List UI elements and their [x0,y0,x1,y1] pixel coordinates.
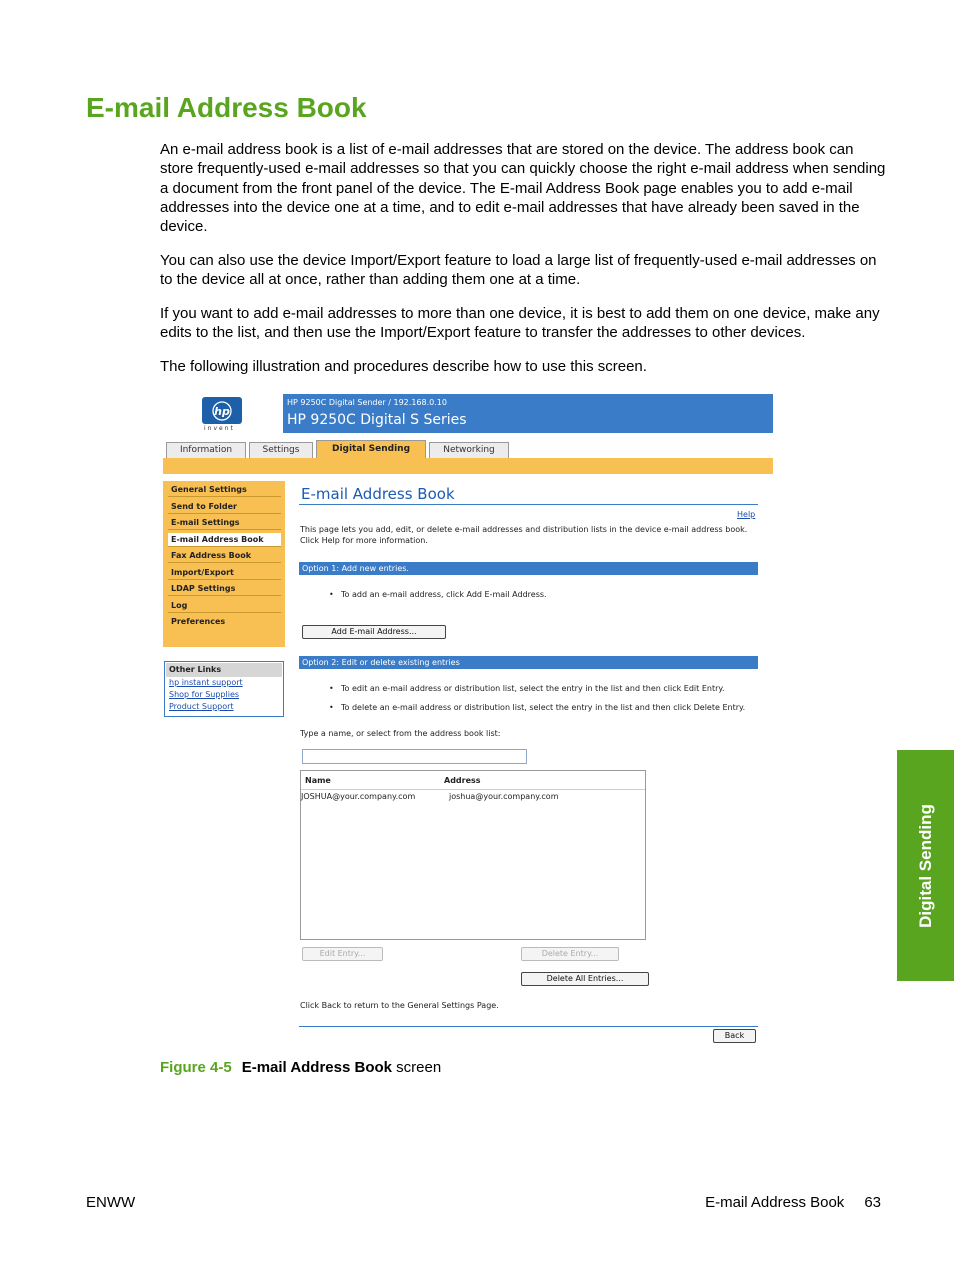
delete-entry-button[interactable]: Delete Entry... [521,947,619,961]
paragraph-4: The following illustration and procedures describe how to use this screen. [160,358,647,375]
page-number: 63 [864,1194,881,1211]
figure-title: E-mail Address Book [241,1059,393,1076]
screenshot-figure [160,392,776,1052]
nav-import-export[interactable]: Import/Export [168,566,281,580]
name-search-input[interactable] [302,749,527,764]
nav-preferences[interactable]: Preferences [171,617,226,626]
chapter-side-tab [897,750,954,981]
nav-general-settings[interactable]: General Settings [168,483,281,497]
intro-text-1: This page lets you add, edit, or delete e-mail addresses and distribution lists in the device e-mail address book. [300,525,748,534]
banner-device-name: HP 9250C Digital S Series [287,412,467,428]
figure-suffix: screen [392,1059,442,1076]
option1-header: Option 1: Add new entries. [299,562,758,575]
tab-networking[interactable]: Networking [429,442,509,458]
device-banner [283,394,773,433]
tab-information[interactable]: Information [166,442,246,458]
back-button[interactable]: Back [713,1029,756,1043]
tab-settings[interactable]: Settings [249,442,313,458]
bottom-divider [299,1026,758,1027]
address-list[interactable] [300,770,646,940]
edit-entry-button[interactable]: Edit Entry... [302,947,383,961]
nav-fax-address-book[interactable]: Fax Address Book [168,549,281,563]
footer-section-title: E-mail Address Book [705,1194,845,1211]
svg-text:hp: hp [214,404,230,418]
paragraph-2: You can also use the device Import/Export feature to load a large list of frequently-used e-mail addresses on to the device all at once, rather than adding them one at a time. [160,252,877,289]
left-nav [163,481,285,647]
figure-number: Figure 4-5 [160,1059,232,1076]
entry-address[interactable]: joshua@your.company.com [449,792,559,801]
title-divider [299,504,758,505]
delete-all-entries-button[interactable]: Delete All Entries... [521,972,649,986]
type-name-prompt: Type a name, or select from the address book list: [300,729,501,738]
footer-right [705,1194,881,1211]
column-address: Address [444,776,481,785]
nav-ldap-settings[interactable]: LDAP Settings [168,582,281,596]
nav-send-to-folder[interactable]: Send to Folder [168,500,281,514]
footer-left: ENWW [86,1194,136,1211]
list-header [301,771,645,790]
paragraph-1: An e-mail address book is a list of e-mail addresses that are stored on the device. The address book can store frequently-used e-mail addresses so that you can quickly choose the right e-mail address when sending a document from the front panel of the device. The E-mail Address Book page enables you to add e-mail addresses into the device one at a time, and to edit e-mail addresses that have already been saved in the device. [160,141,886,236]
page-title: E-mail Address Book [86,92,367,123]
logo-tagline: invent [204,425,235,432]
other-links-box [164,661,284,717]
side-tab-label: Digital Sending [915,803,935,928]
content-title: E-mail Address Book [301,485,455,503]
hp-logo-icon [202,397,242,424]
option2-bullet-edit: • To edit an e-mail address or distribution list, select the entry in the list and then click Edit Entry. [341,684,725,693]
nav-log[interactable]: Log [168,599,281,613]
tab-digital-sending[interactable]: Digital Sending [316,440,426,458]
option2-bullet-delete: • To delete an e-mail address or distribution list, select the entry in the list and then click Delete Entry. [341,703,745,712]
nav-email-address-book[interactable]: E-mail Address Book [168,533,281,547]
link-hp-instant-support[interactable]: hp instant support [169,678,243,687]
back-prompt: Click Back to return to the General Settings Page. [300,1001,499,1010]
help-link[interactable]: Help [737,510,756,519]
column-name: Name [305,776,331,785]
option2-header: Option 2: Edit or delete existing entries [299,656,758,669]
option1-bullet: • To add an e-mail address, click Add E-mail Address. [341,590,547,599]
tab-bar-strip [163,458,773,474]
nav-email-settings[interactable]: E-mail Settings [168,516,281,530]
figure-caption [160,1059,441,1076]
link-shop-for-supplies[interactable]: Shop for Supplies [169,690,240,699]
entry-name[interactable]: JOSHUA@your.company.com [301,792,416,801]
link-product-support[interactable]: Product Support [169,702,234,711]
paragraph-3: If you want to add e-mail addresses to more than one device, it is best to add them on one device, make any edits to the list, and then use the Import/Export feature to transfer the addresses to other devices. [160,305,880,342]
other-links-heading: Other Links [166,663,282,677]
add-email-address-button[interactable]: Add E-mail Address... [302,625,446,639]
banner-device-address: HP 9250C Digital Sender / 192.168.0.10 [287,398,447,407]
intro-text-2: Click Help for more information. [300,536,428,545]
